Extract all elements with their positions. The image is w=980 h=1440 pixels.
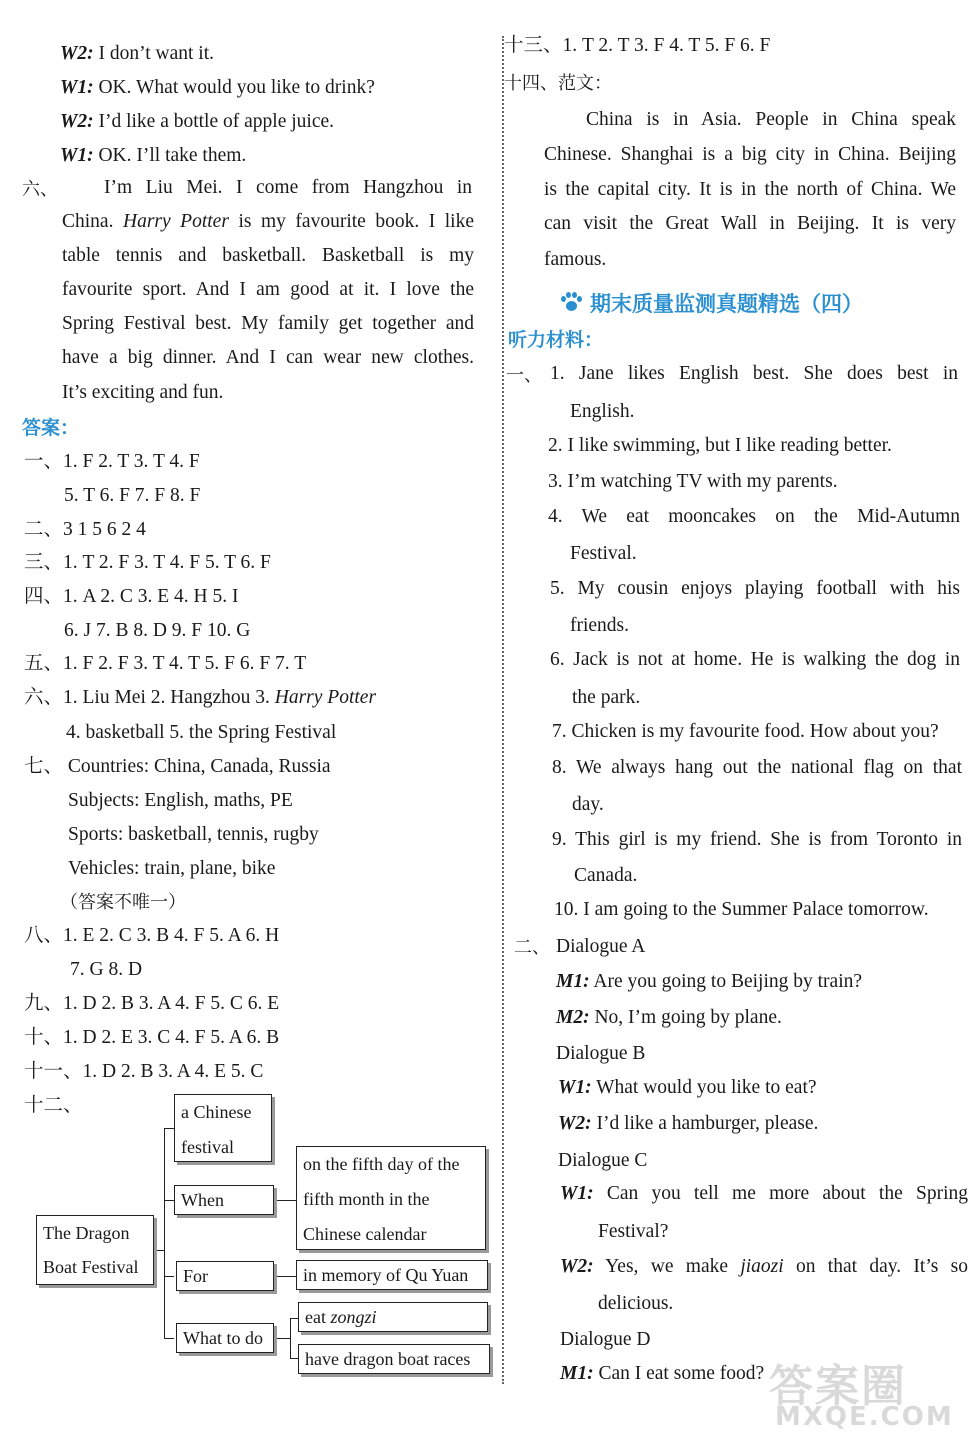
node-root: The Dragon Boat Festival — [36, 1215, 154, 1285]
connector-for — [164, 1276, 174, 1277]
answer-line: 八、1. E 2. C 3. B 4. F 5. A 6. H — [24, 925, 280, 946]
listening-line: 5. My cousin enjoys playing football with his — [550, 578, 960, 599]
connector-when-value — [274, 1200, 296, 1201]
section-title: 期末质量监测真题精选（四） — [560, 288, 863, 318]
listening-line: 6. Jack is not at home. He is walking the dog in — [550, 649, 960, 670]
connector-todo — [164, 1338, 174, 1339]
sample-line: famous. — [544, 249, 607, 270]
listening-line: day. — [572, 794, 604, 815]
dialogue-line: M2: No, I’m going by plane. — [556, 1007, 782, 1028]
dialogue-line: delicious. — [598, 1293, 674, 1314]
answer-line: 九、1. D 2. B 3. A 4. F 5. C 6. E — [24, 993, 280, 1014]
sample-line: is the capital city. It is in the north of China. We — [544, 179, 956, 200]
node-todo-2: have dragon boat races — [298, 1344, 490, 1374]
node-for-value: in memory of Qu Yuan — [296, 1260, 488, 1290]
listening-line: the park. — [572, 687, 641, 708]
sample-line: Chinese. Shanghai is a big city in China. Beijing — [544, 144, 956, 165]
answer-line: 十一、1. D 2. B 3. A 4. E 5. C — [24, 1061, 264, 1082]
passage-line: table tennis and basketball. Basketball is my — [62, 245, 474, 266]
dialogue-title: Dialogue A — [556, 936, 646, 957]
dialogue-title: Dialogue D — [560, 1329, 651, 1350]
answer-line: 6. J 7. B 8. D 9. F 10. G — [64, 620, 251, 641]
passage-line: China. Harry Potter is my favourite book. I like — [62, 211, 474, 232]
answer-line: 5. T 6. F 7. F 8. F — [64, 485, 201, 506]
paw-icon — [560, 292, 582, 314]
column-divider — [502, 36, 504, 1384]
node-when-label: When — [174, 1185, 274, 1215]
node-todo-1: eat zongzi — [298, 1302, 488, 1332]
dialogue-title: Dialogue C — [558, 1150, 648, 1171]
connector-todo-value — [274, 1338, 290, 1339]
node-what: a Chinese festival — [174, 1094, 272, 1162]
answer-line: Vehicles: train, plane, bike — [68, 858, 276, 879]
connector-todo-branch — [290, 1318, 291, 1358]
dialogue-line: W2: I’d like a hamburger, please. — [558, 1113, 819, 1134]
connector-trunk — [164, 1128, 165, 1338]
dialogue-title: Dialogue B — [556, 1043, 646, 1064]
dialogue-line: W2: I’d like a bottle of apple juice. — [60, 111, 335, 132]
connector-for-value — [274, 1276, 296, 1277]
answer-line: 四、1. A 2. C 3. E 4. H 5. I — [24, 586, 239, 607]
answer-line: Subjects: English, maths, PE — [68, 790, 293, 811]
dialogue-line: W1: OK. I’ll take them. — [60, 145, 247, 166]
passage-line: It’s exciting and fun. — [62, 382, 224, 403]
sample-label: 十四、范文： — [504, 73, 612, 94]
passage-line: I’m Liu Mei. I come from Hangzhou in — [104, 177, 472, 198]
answer-line: 十三、1. T 2. T 3. F 4. T 5. F 6. F — [504, 35, 771, 56]
listening-line: 9. This girl is my friend. She is from Toronto in — [552, 829, 962, 850]
dialogue-line: W1: Can you tell me more about the Spring — [560, 1183, 968, 1204]
passage-line: favourite sport. And I am good at it. I love the — [62, 279, 474, 300]
section-label: 六、 — [22, 179, 58, 200]
answer-line: 一、1. F 2. T 3. T 4. F — [24, 451, 200, 472]
dialogue-line: W2: I don’t want it. — [60, 43, 215, 64]
dialogue-line: Festival? — [598, 1221, 669, 1242]
sample-line: can visit the Great Wall in Beijing. It is very — [544, 213, 956, 234]
answers-heading: 答案： — [22, 417, 80, 439]
connector-when — [164, 1200, 174, 1201]
connector-root — [154, 1250, 165, 1251]
listening-line: 7. Chicken is my favourite food. How about you? — [552, 721, 939, 742]
node-when-value: on the fifth day of the fifth month in the Chinese calendar — [296, 1146, 486, 1250]
connector-todo-1 — [290, 1318, 298, 1319]
watermark-logo: 答案圈 MXQE.COM — [769, 1361, 954, 1432]
answer-note: （答案不唯一） — [60, 892, 186, 913]
node-todo-label: What to do — [176, 1323, 274, 1353]
listening-line: 10. I am going to the Summer Palace tomorrow. — [554, 899, 929, 920]
passage-line: Spring Festival best. My family get together and — [62, 313, 474, 334]
listening-line: Festival. — [570, 543, 637, 564]
dialogue-line: W1: What would you like to eat? — [558, 1077, 817, 1098]
dialogue-line: M1: Are you going to Beijing by train? — [556, 971, 863, 992]
dialogue-line: W1: OK. What would you like to drink? — [60, 77, 375, 98]
answer-line: 十、1. D 2. E 3. C 4. F 5. A 6. B — [24, 1027, 280, 1048]
answer-line: 二、3 1 5 6 2 4 — [24, 519, 146, 540]
answer-line: 五、1. F 2. F 3. T 4. T 5. F 6. F 7. T — [24, 653, 307, 674]
answer-line: 十二、 — [24, 1095, 83, 1116]
listening-line: 4. We eat mooncakes on the Mid-Autumn — [548, 506, 960, 527]
sample-line: China is in Asia. People in China speak — [586, 109, 956, 130]
connector-todo-2 — [290, 1358, 298, 1359]
answer-line: 七、 Countries: China, Canada, Russia — [24, 756, 331, 777]
listening-line: Canada. — [574, 865, 638, 886]
listening-line: 2. I like swimming, but I like reading better. — [548, 435, 892, 456]
dialogue-line: M1: Can I eat some food? — [560, 1363, 765, 1384]
listening-line: friends. — [570, 615, 630, 636]
section-label: 二、 — [514, 937, 550, 958]
node-for-label: For — [176, 1261, 274, 1291]
answer-line: 六、1. Liu Mei 2. Hangzhou 3. Harry Potter — [24, 687, 377, 708]
connector-what — [164, 1128, 174, 1129]
listening-line: 3. I’m watching TV with my parents. — [548, 471, 838, 492]
dialogue-line: W2: Yes, we make jiaozi on that day. It’s so — [560, 1256, 968, 1277]
listening-line: 8. We always hang out the national flag on that — [552, 757, 962, 778]
answer-line: Sports: basketball, tennis, rugby — [68, 824, 319, 845]
listening-line: 1. Jane likes English best. She does best in — [550, 363, 958, 384]
listening-heading: 听力材料： — [508, 329, 604, 351]
listening-line: English. — [570, 401, 635, 422]
passage-line: have a big dinner. And I can wear new clothes. — [62, 347, 474, 368]
section-label: 一、 — [506, 365, 542, 386]
answer-line: 三、1. T 2. F 3. T 4. F 5. T 6. F — [24, 552, 271, 573]
answer-line: 7. G 8. D — [70, 959, 143, 980]
answer-line: 4. basketball 5. the Spring Festival — [66, 722, 337, 743]
